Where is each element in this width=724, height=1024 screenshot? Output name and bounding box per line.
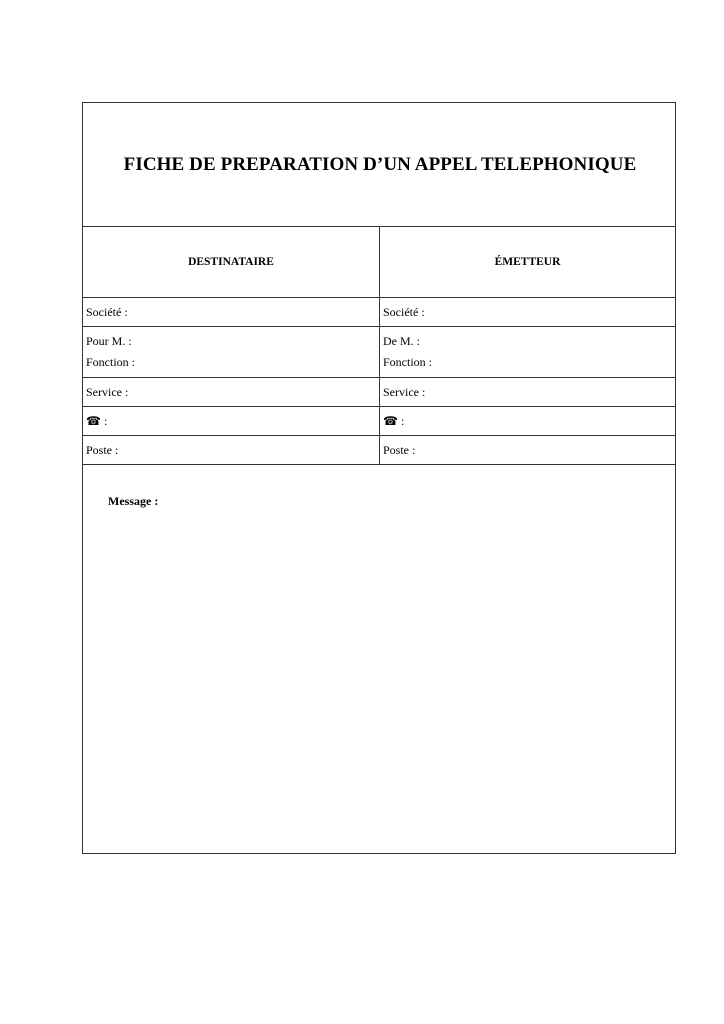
recipient-extension-field[interactable]: Poste : bbox=[83, 436, 380, 464]
recipient-phone-label: : bbox=[103, 413, 108, 428]
company-row bbox=[83, 298, 675, 327]
sender-extension-field[interactable]: Poste : bbox=[383, 442, 416, 457]
recipient-service-field[interactable]: Service : bbox=[83, 378, 380, 406]
recipient-phone-field[interactable] bbox=[83, 407, 380, 435]
recipient-function-field[interactable]: Fonction : bbox=[86, 355, 136, 369]
contact-grid bbox=[83, 226, 675, 465]
sender-function-field[interactable]: Fonction : bbox=[383, 355, 433, 369]
extension-row bbox=[83, 436, 675, 465]
recipient-person-cell bbox=[83, 327, 380, 377]
service-row bbox=[83, 378, 675, 407]
sender-phone-label: : bbox=[400, 413, 405, 428]
column-headers bbox=[83, 226, 675, 298]
sender-header: ÉMETTEUR bbox=[494, 255, 561, 268]
message-label: Message : bbox=[108, 494, 159, 508]
phone-row bbox=[83, 407, 675, 436]
sender-person-cell bbox=[380, 327, 675, 377]
telephone-icon: ☎ bbox=[86, 413, 101, 428]
phone-call-form bbox=[82, 102, 676, 854]
sender-company-field[interactable]: Société : bbox=[383, 304, 425, 319]
sender-name-field[interactable]: De M. : bbox=[383, 334, 420, 348]
form-title: FICHE DE PREPARATION D’UN APPEL TELEPHONIQUE bbox=[123, 154, 637, 175]
recipient-header: DESTINATAIRE bbox=[83, 226, 380, 297]
telephone-icon: ☎ bbox=[383, 413, 398, 428]
recipient-name-field[interactable]: Pour M. : bbox=[86, 334, 132, 348]
recipient-company-field[interactable]: Société : bbox=[83, 298, 380, 326]
sender-phone-field[interactable] bbox=[380, 407, 675, 435]
sender-service-field[interactable]: Service : bbox=[383, 384, 426, 399]
title-row bbox=[83, 103, 675, 227]
person-row bbox=[83, 327, 675, 378]
